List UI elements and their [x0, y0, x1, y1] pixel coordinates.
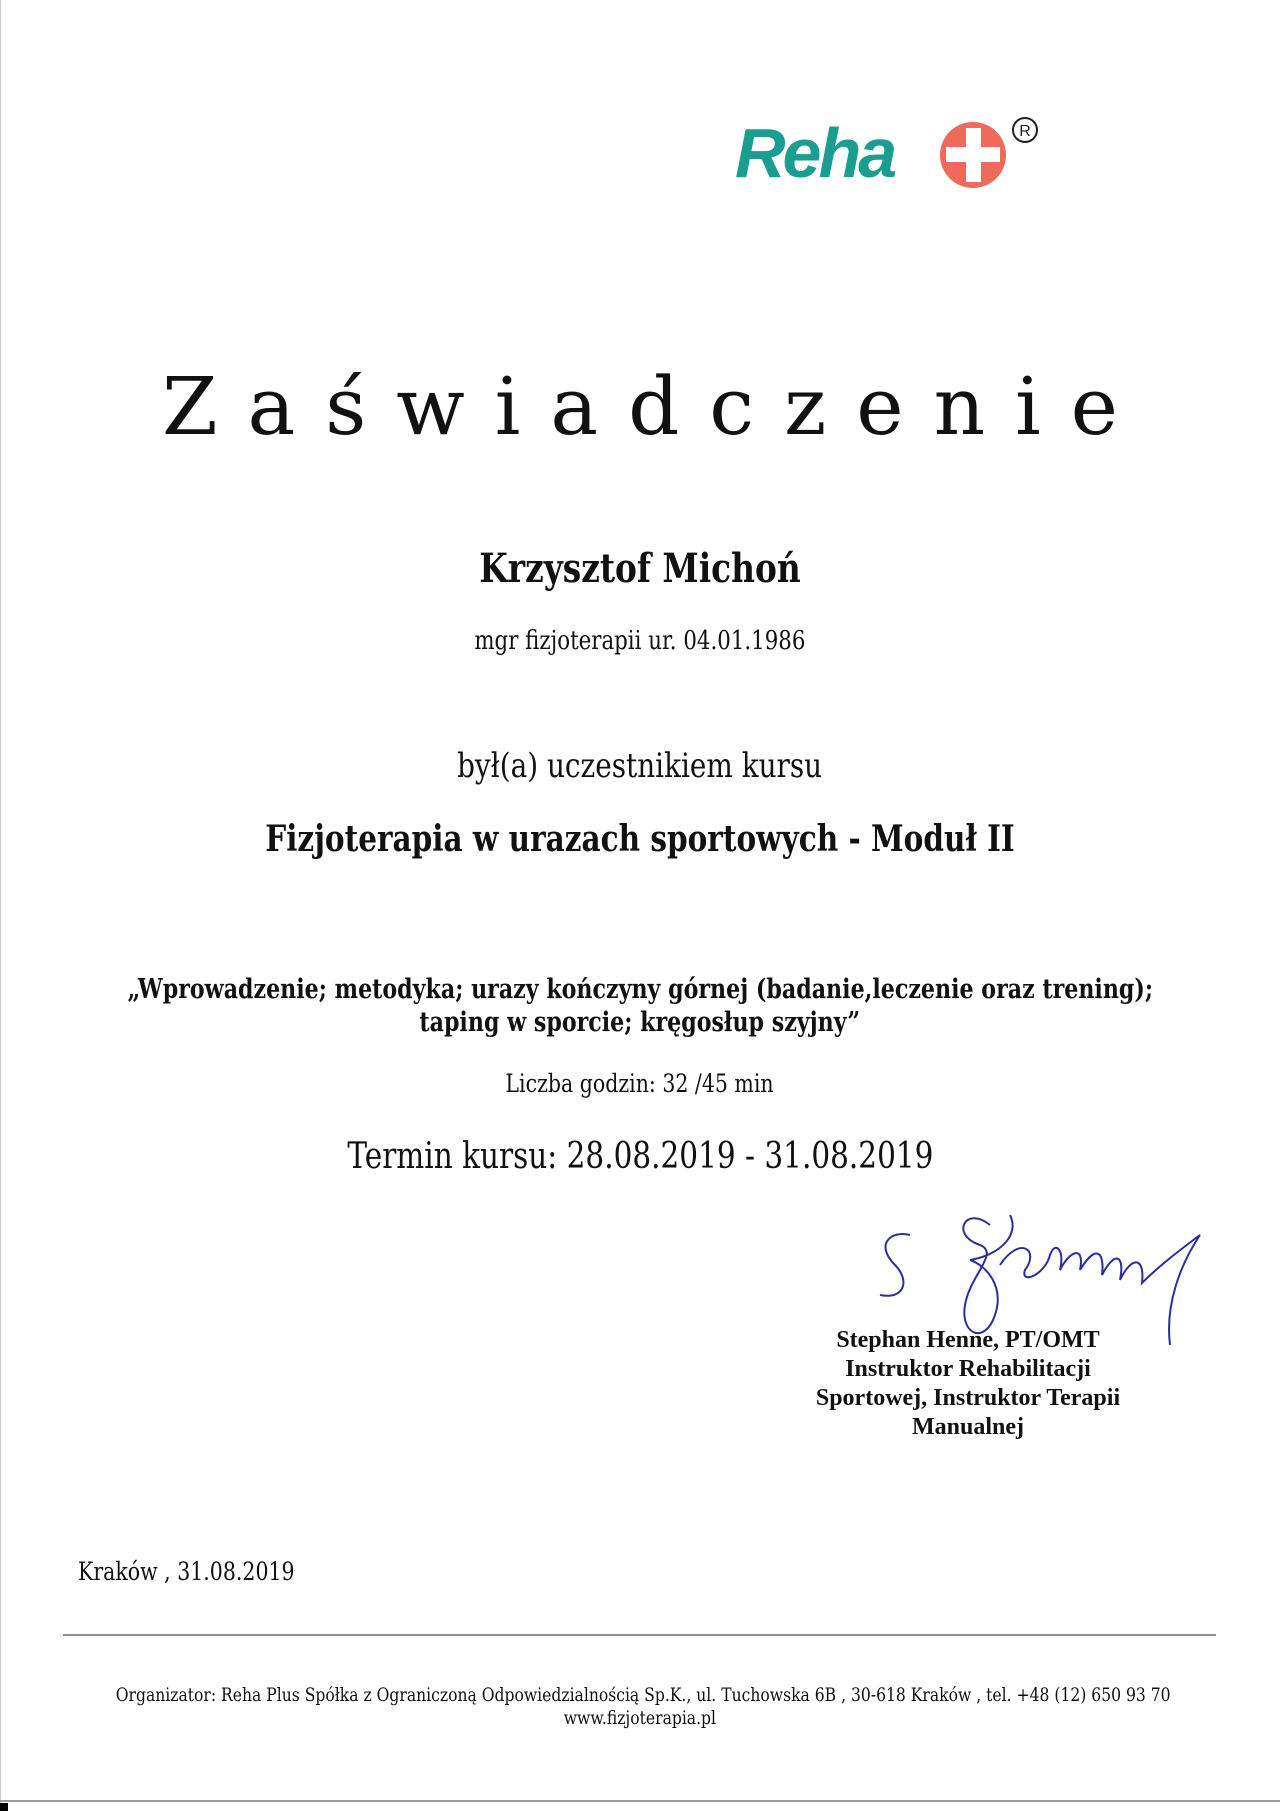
participant-details — [0, 626, 1280, 656]
scan-edge — [0, 0, 1, 1811]
footer-divider — [63, 1634, 1216, 1636]
organizer-website-text: www.fizjoterapia.pl — [563, 1707, 717, 1729]
place-and-date — [78, 1557, 342, 1586]
course-topics-line-1 — [0, 974, 1280, 1005]
organizer-info-text: Organizator: Reha Plus Spółka z Ograniczoną Odpowiedzialnością Sp.K., ul. Tuchowska 6B , 30-618 Kraków , tel. +48 (12) 650 93 70 — [115, 1684, 1171, 1706]
participation-statement-text: był(a) uczestnikiem kursu — [457, 746, 823, 786]
participation-statement — [0, 746, 1280, 786]
course-topics-text: taping w sporcie; kręgosłup szyjny” — [419, 1007, 861, 1038]
course-topics-text: „Wprowadzenie; metodyka; urazy kończyny górnej (badanie,leczenie oraz trening); — [127, 974, 1153, 1005]
signer-title: Manualnej — [911, 1414, 1024, 1440]
organizer-website — [0, 1707, 1280, 1729]
course-term-text: Termin kursu: 28.08.2019 - 31.08.2019 — [346, 1136, 934, 1177]
participant-name — [0, 545, 1280, 592]
svg-text:Reha: Reha — [735, 114, 895, 192]
scan-bottom-edge — [0, 1800, 1280, 1802]
course-name-text: Fizjoterapia w urazach sportowych - Moduł II — [265, 818, 1015, 860]
document-title: Zaświadczenie — [161, 360, 1149, 453]
course-hours — [0, 1069, 1280, 1098]
signer-block — [760, 1326, 1176, 1442]
place-and-date-text: Kraków , 31.08.2019 — [78, 1557, 295, 1586]
reha-plus-logo — [730, 95, 1040, 205]
participant-name-text: Krzysztof Michoń — [479, 545, 801, 592]
signer-title: Instruktor Rehabilitacji — [845, 1356, 1091, 1382]
course-name — [0, 818, 1280, 860]
course-hours-text: Liczba godzin: 32 /45 min — [505, 1069, 775, 1098]
svg-text:R: R — [1019, 123, 1031, 140]
participant-details-text: mgr fizjoterapii ur. 04.01.1986 — [474, 626, 806, 656]
signer-name: Stephan Henne, PT/OMT — [836, 1327, 1100, 1353]
signer-title: Sportowej, Instruktor Terapii — [815, 1385, 1121, 1411]
course-topics-line-2 — [0, 1007, 1280, 1038]
scan-corner-mark — [0, 1803, 8, 1811]
organizer-info — [0, 1684, 1280, 1706]
course-term — [0, 1136, 1280, 1177]
